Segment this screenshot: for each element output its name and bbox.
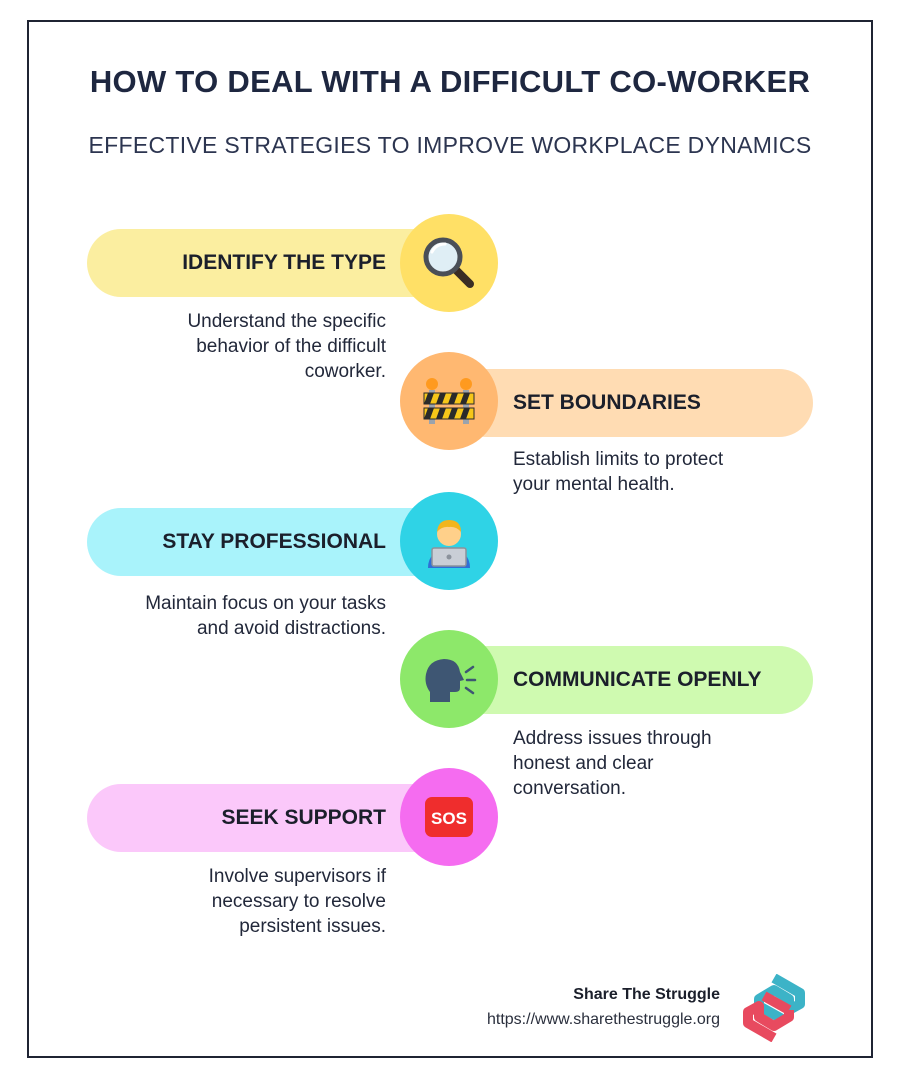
- step-label-communicate: COMMUNICATE OPENLY: [513, 668, 762, 691]
- description-line: honest and clear: [513, 753, 654, 774]
- description-line: Involve supervisors if: [208, 866, 386, 887]
- step-label-identify: IDENTIFY THE TYPE: [182, 251, 386, 274]
- sos-icon: [420, 788, 478, 846]
- description-line: Address issues through: [513, 728, 712, 749]
- description-line: your mental health.: [513, 474, 675, 495]
- step-circle-support: [400, 768, 498, 866]
- description-line: Establish limits to protect: [513, 449, 724, 470]
- description-line: Understand the specific: [187, 311, 386, 332]
- step-description-communicate: [513, 726, 813, 801]
- svg-text:SOS: SOS: [431, 809, 467, 828]
- speaking-head-icon: [420, 650, 478, 708]
- footer-brand: Share The Struggle: [573, 986, 720, 1003]
- description-line: coworker.: [304, 361, 386, 382]
- description-line: persistent issues.: [239, 916, 386, 937]
- step-label-professional: STAY PROFESSIONAL: [162, 530, 386, 553]
- construction-barrier-icon: [420, 372, 478, 430]
- person-with-laptop-icon: [420, 512, 478, 570]
- step-circle-communicate: [400, 630, 498, 728]
- magnifying-glass-icon: [420, 234, 478, 292]
- page-title: HOW TO DEAL WITH A DIFFICULT CO-WORKER: [89, 64, 811, 99]
- share-the-struggle-logo-icon: [740, 974, 808, 1047]
- step-label-boundaries: SET BOUNDARIES: [513, 391, 701, 414]
- description-line: Maintain focus on your tasks: [145, 593, 386, 614]
- step-circle-professional: [400, 492, 498, 590]
- step-description-support: [86, 864, 386, 939]
- step-description-identify: [86, 309, 386, 384]
- description-line: and avoid distractions.: [196, 618, 386, 639]
- description-line: behavior of the difficult: [196, 336, 386, 357]
- step-description-professional: [66, 591, 386, 641]
- step-label-support: SEEK SUPPORT: [221, 806, 386, 829]
- step-description-boundaries: [513, 447, 813, 497]
- page-subtitle: EFFECTIVE STRATEGIES TO IMPROVE WORKPLACE DYNAMICS: [88, 132, 812, 158]
- footer-url[interactable]: https://www.sharethestruggle.org: [486, 1011, 720, 1028]
- description-line: conversation.: [513, 778, 627, 799]
- step-circle-boundaries: [400, 352, 498, 450]
- step-circle-identify: [400, 214, 498, 312]
- description-line: necessary to resolve: [211, 891, 386, 912]
